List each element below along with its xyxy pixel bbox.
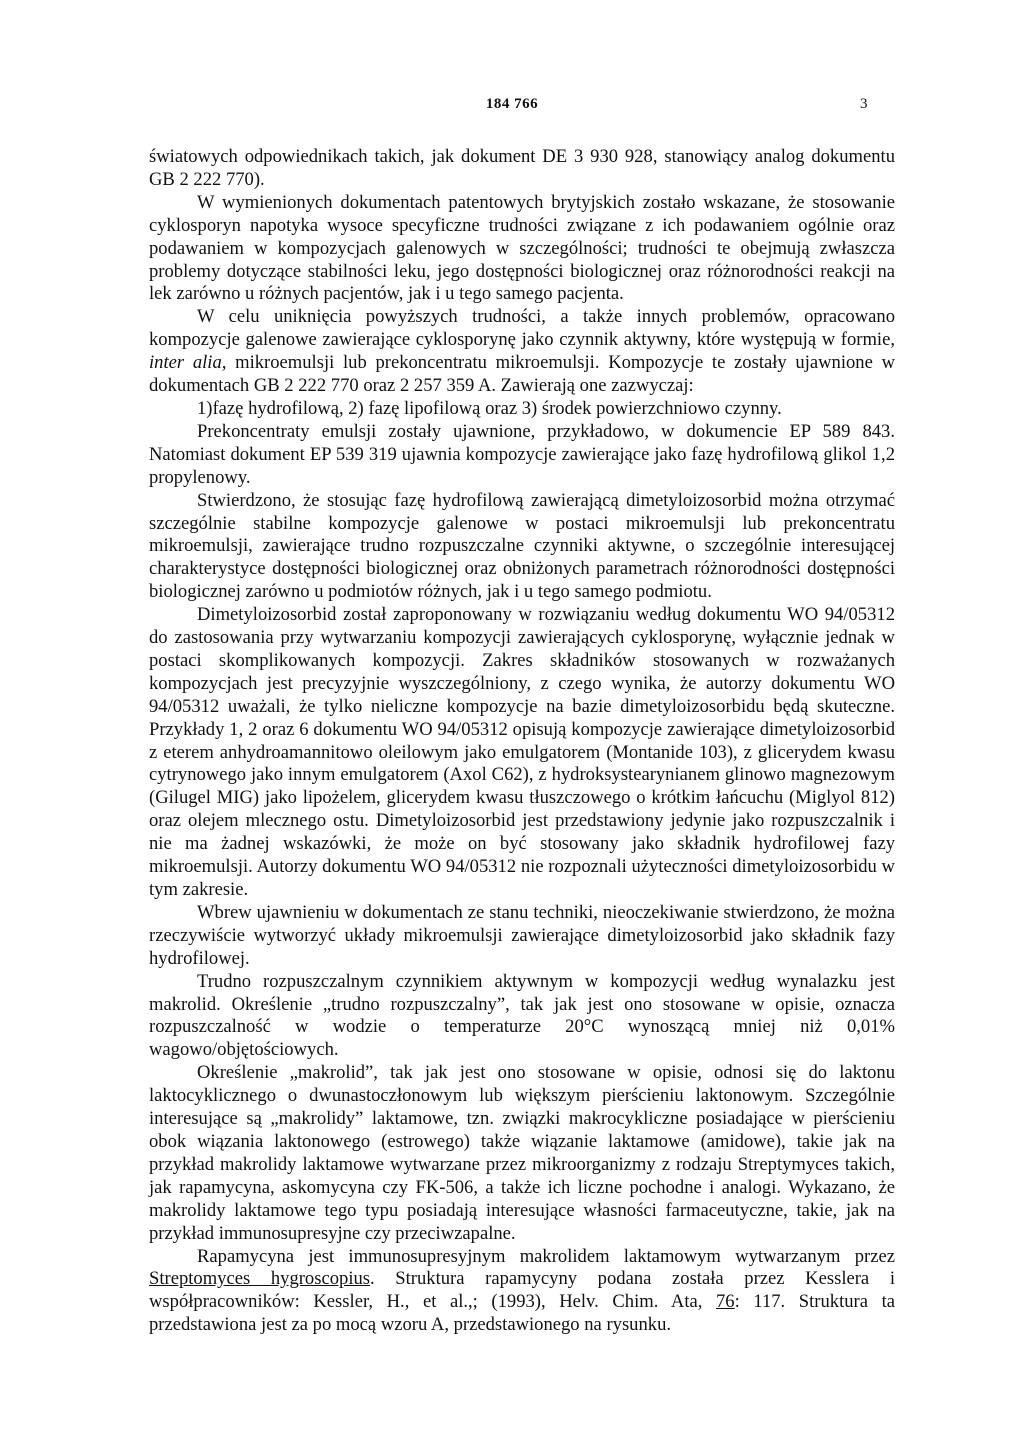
paragraph-3-text-b: mikroemulsji lub prekoncentratu mikroemulsji. Kompozycje te zostały ujawnione w dokumentach GB 2 222 770 oraz 2 257 359 A. Zawierają one zazwyczaj:: [149, 352, 895, 397]
paragraph-6: Stwierdzono, że stosując fazę hydrofilową zawierającą dimetyloizosorbid można otrzymać szczególnie stabilne kompozycje galenowe w postaci mikroemulsji lub prekoncentratu mikroemulsji, zawierające trudno rozpuszczalne czynniki aktywne, o szczególnie interesującej charakterystyce dostępności biologicznej oraz obniżonych parametrach różnorodności dostępności biologicznej zarówno u podmiotów różnych, jak i u tego samego podmiotu.: [149, 489, 895, 603]
volume-number: 76: [716, 1291, 735, 1313]
paragraph-8: Wbrew ujawnieniu w dokumentach ze stanu techniki, nieoczekiwanie stwierdzono, że można rzeczywiście wytworzyć układy mikroemulsji zawierające dimetyloizosorbid jako składnik fazy hydrofilowej.: [149, 901, 895, 969]
page-number: 3: [860, 96, 868, 112]
document-body: [149, 146, 895, 1337]
paragraph-2: W wymienionych dokumentach patentowych brytyjskich zostało wskazane, że stosowanie cyklosporyn napotyka wysoce specyficzne trudności związane z ich podawaniem ogólnie oraz podawaniem w kompozycjach galenowych w szczególności; trudności te obejmują zwłaszcza problemy dotyczące stabilności leku, jego dostępności biologicznej oraz różnorodności reakcji na lek zarówno u różnych pacjentów, jak i u tego samego pacjenta.: [149, 191, 895, 305]
paragraph-3: [149, 306, 895, 398]
paragraph-7: Dimetyloizosorbid został zaproponowany w rozwiązaniu według dokumentu WO 94/05312 do zastosowania przy wytwarzaniu kompozycji zawierających cyklosporynę, wyłącznie jednak w postaci skomplikowanych kompozycji. Zakres składników stosowanych w rozważanych kompozycjach jest precyzyjnie wyszczególniony, z czego wynika, że autorzy dokumentu WO 94/05312 uważali, że tylko nieliczne kompozycje na bazie dimetyloizosorbidu będą skuteczne. Przykłady 1, 2 oraz 6 dokumentu WO 94/05312 opisują kompozycje zawierające dimetyloizosorbid z eterem anhydroamannitowo oleilowym jako emulgatorem (Montanide 103), z glicerydem kwasu cytrynowego jako innym emulgatorem (Axol C62), z hydroksystearynianem glinowo magnezowym (Gilugel MIG) jako lipożelem, glicerydem kwasu tłuszczowego o krótkim łańcuchu (Miglyol 812) oraz olejem mlecznego ostu. Dimetyloizosorbid jest przedstawiony jedynie jako rozpuszczalnik i nie ma żadnej wskazówki, że może on być stosowany jako składnik hydrofilowej fazy mikroemulsji. Autorzy dokumentu WO 94/05312 nie rozpoznali użyteczności dimetyloizosorbidu w tym zakresie.: [149, 604, 895, 900]
paragraph-11-text-a: Rapamycyna jest immunosupresyjnym makrolidem laktamowym wytwarzanym przez: [197, 1245, 895, 1267]
document-number: 184 766: [485, 96, 539, 112]
paragraph-9: Trudno rozpuszczalnym czynnikiem aktywnym w kompozycji według wynalazku jest makrolid. Określenie „trudno rozpuszczalny”, tak jak jest ono stosowane w opisie, oznacza rozpuszczalność w wodzie o temperaturze 20°C wynoszącą mniej niż 0,01% wagowo/objętościowych.: [149, 970, 895, 1061]
paragraph-4-list: 1)fazę hydrofilową, 2) fazę lipofilową oraz 3) środek powierzchniowo czynny.: [197, 397, 782, 419]
species-name: Streptomyces hygroscopius: [149, 1268, 371, 1290]
paragraph-3-italic: inter alia,: [149, 352, 227, 374]
paragraph-1: światowych odpowiednikach takich, jak dokument DE 3 930 928, stanowiący analog dokumentu GB 2 222 770).: [149, 146, 895, 190]
paragraph-11-text-b: . Struktura rapamycyny podana została przez Kesslera i współpracowników: Kessler, H., et al.,; (1993), Helv. Chim. Ata,: [149, 1268, 895, 1313]
paragraph-11: [149, 1246, 895, 1338]
paragraph-5: Prekoncentraty emulsji zostały ujawnione, przykładowo, w dokumencie EP 589 843. Natomiast dokument EP 539 319 ujawnia kompozycje zawierające jako fazę hydrofilową glikol 1,2 propylenowy.: [149, 420, 895, 488]
paragraph-11-text-c: : 117. Struktura ta przedstawiona jest za po mocą wzoru A, przedstawionego na rysunku.: [149, 1291, 895, 1336]
paragraph-10: Określenie „makrolid”, tak jak jest ono stosowane w opisie, odnosi się do laktonu laktocyklicznego o dwunastoczłonowym lub większym pierścieniu laktonowym. Szczególnie interesujące są „makrolidy” laktamowe, tzn. związki makrocykliczne posiadające w pierścieniu obok wiązania laktonowego (estrowego) także wiązanie laktamowe (amidowe), takie jak na przykład makrolidy laktamowe wytwarzane przez mikroorganizmy z rodzaju Streptymyces takich, jak rapamycyna, askomycyna czy FK-506, a także ich liczne pochodne i analogi. Wykazano, że makrolidy laktamowe tego typu posiadają interesujące własności farmaceutyczne, takie, jak na przykład immunosupresyjne czy przeciwzapalne.: [149, 1062, 895, 1244]
paragraph-3-text-a: W celu uniknięcia powyższych trudności, a także innych problemów, opracowano kompozycje galenowe zawierające cyklosporynę jako czynnik aktywny, które występują w formie,: [149, 306, 895, 351]
